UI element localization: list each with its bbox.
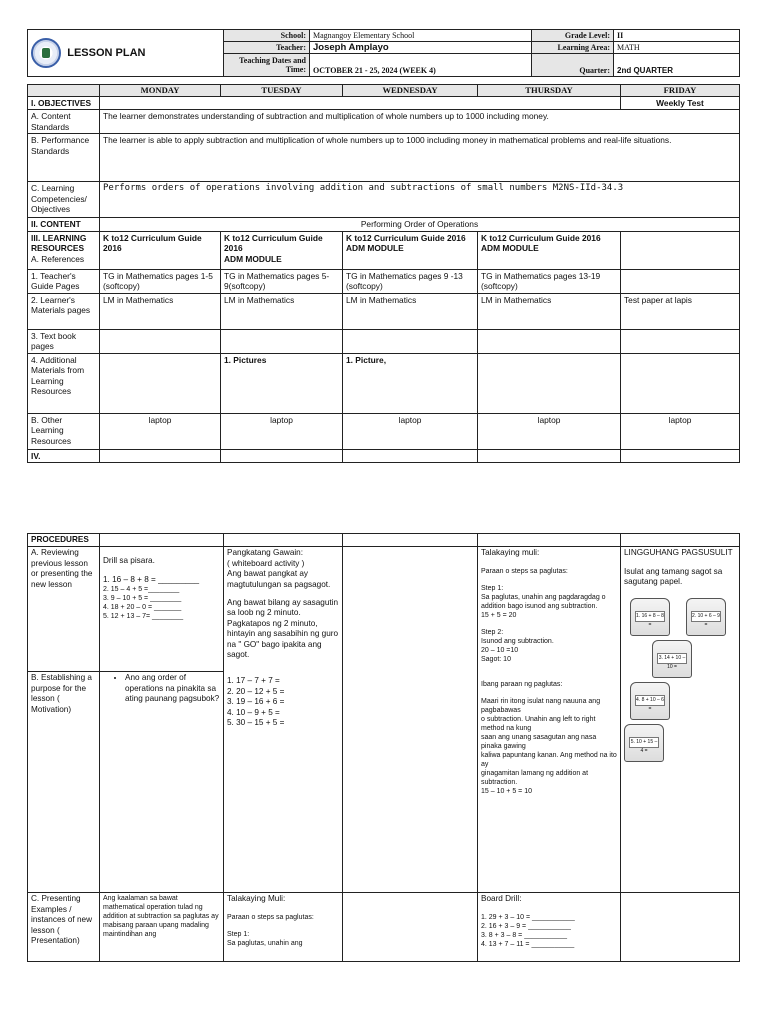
area-value: MATH xyxy=(614,42,740,54)
school-value: Magnangoy Elementary School xyxy=(310,30,532,42)
text-line: Sa paglutas, unahin ang xyxy=(227,939,303,947)
tg-wednesday: TG in Mathematics pages 9 -13 (softcopy) xyxy=(343,269,478,293)
school-label: School: xyxy=(224,30,310,42)
monday-motivation xyxy=(100,672,224,893)
establishing-label: B. Establishing a purpose for the lesson ( Motivation) xyxy=(28,672,100,893)
day-header: FRIDAY xyxy=(621,85,740,97)
text-line: 5. 30 – 15 + 5 = xyxy=(227,718,285,728)
procedures-table xyxy=(27,533,740,962)
teacher-value: Joseph Amplayo xyxy=(310,42,532,54)
section-iv-heading: IV. xyxy=(28,449,100,463)
content-standards-label: A. Content Standards xyxy=(28,110,100,134)
objectives-blank xyxy=(100,96,621,110)
dates-label: Teaching Dates and Time: xyxy=(224,54,310,77)
lm-tuesday: LM in Mathematics xyxy=(221,293,343,329)
presenting-label: C. Presenting Examples / instances of new lesson ( Presentation) xyxy=(28,893,100,962)
content-heading: II. CONTENT xyxy=(28,218,100,232)
text-line: o subtraction. Unahin ang left to right method na kung xyxy=(481,715,596,732)
drill-item: 4. 13 + 7 – 11 = ___________ xyxy=(481,940,575,948)
thursday-discussion xyxy=(478,547,621,893)
monday-presentation: Ang kaalaman sa bawat mathematical operation tulad ng addition at subtraction sa paglutas ay mabisang paraan upang madaling maintindihan ang xyxy=(100,893,224,962)
can-picture: 1. 16 + 8 – 8 = xyxy=(630,598,670,636)
day-header: MONDAY xyxy=(100,85,221,97)
motivation-question: • Ano ang order of operations na pinakita sa ating paunang pagsubok? xyxy=(125,673,220,704)
references-label: A. References xyxy=(31,253,85,264)
grade-value: II xyxy=(614,30,740,42)
test-item-pictures xyxy=(624,598,736,762)
drill-item: 3. 9 – 10 + 5 = ________ xyxy=(103,595,182,603)
wednesday-procedure xyxy=(343,547,478,893)
area-label: Learning Area: xyxy=(532,42,614,54)
weekly-test: Weekly Test xyxy=(621,96,740,110)
text-line: 4. 10 – 9 + 5 = xyxy=(227,707,280,717)
teacher-label: Teacher: xyxy=(224,42,310,54)
header-logo-cell xyxy=(28,30,224,77)
drill-item: 2. 15 – 4 + 5 =________ xyxy=(103,586,180,594)
content-value: Performing Order of Operations xyxy=(100,218,740,232)
grade-label: Grade Level: xyxy=(532,30,614,42)
text-line: kaliwa papuntang kanan. Ang method na ito ay xyxy=(481,751,617,768)
additional-label: 4. Additional Materials from Learning Resources xyxy=(28,353,100,413)
other-thursday: laptop xyxy=(478,413,621,449)
reference-wednesday: K to12 Curriculum Guide 2016 ADM MODULE xyxy=(343,231,478,269)
other-label: B. Other Learning Resources xyxy=(28,413,100,449)
drill-item: 5. 12 + 13 – 7= ________ xyxy=(103,613,184,621)
lm-label: 2. Learner's Materials pages xyxy=(28,293,100,329)
text-line: ginagamitan lamang ng addition at subtraction. xyxy=(481,769,589,786)
drill-item: 3. 8 + 3 – 8 = ___________ xyxy=(481,931,568,939)
text-line: Talakaying Muli: xyxy=(227,894,286,904)
tg-label: 1. Teacher's Guide Pages xyxy=(28,269,100,293)
additional-monday xyxy=(100,353,221,413)
wednesday-presentation xyxy=(343,893,478,962)
additional-thursday xyxy=(478,353,621,413)
corner-cell xyxy=(28,85,100,97)
thursday-board-drill xyxy=(478,893,621,962)
text-line: Isunod ang subtraction. xyxy=(481,637,554,645)
text-line: Ibang paraan ng paglutas: xyxy=(481,680,563,688)
drill-item: 2. 16 + 3 – 9 = ___________ xyxy=(481,922,571,930)
text-line: Paraan o steps sa paglutas: xyxy=(481,567,568,575)
drill-item: 4. 18 + 20 – 0 = _______ xyxy=(103,604,182,612)
text-line: 1. 17 – 7 + 7 = xyxy=(227,676,280,686)
text-line: Sa paglutas, unahin ang pagdaragdag o xyxy=(481,593,606,601)
resources-heading: III. LEARNING RESOURCES xyxy=(31,232,87,253)
tuesday-group-activity xyxy=(224,547,343,893)
reference-tuesday: K to12 Curriculum Guide 2016 ADM MODULE xyxy=(221,231,343,269)
lm-thursday: LM in Mathematics xyxy=(478,293,621,329)
text-line: Ang bawat bilang ay sasagutin sa loob ng 2 minuto. Pagkatapos ng 2 minuto, hintayin ang sasabihin ng guro na " GO" bago ipakita ang sagot. xyxy=(227,598,339,660)
text-line: 20 – 10 =10 xyxy=(481,646,519,654)
can-picture: 2. 10 + 6 – 9 = xyxy=(686,598,726,636)
tuesday-presentation xyxy=(224,893,343,962)
tg-tuesday: TG in Mathematics pages 5-9(softcopy) xyxy=(221,269,343,293)
content-standards: The learner demonstrates understanding of subtraction and multiplication of whole numbers up to 1000 including money. xyxy=(100,110,740,134)
text-line: 15 + 5 = 20 xyxy=(481,611,517,619)
other-tuesday: laptop xyxy=(221,413,343,449)
text-line: Step 1: xyxy=(227,930,250,938)
lesson-plan-title: LESSON PLAN xyxy=(67,46,146,59)
can-picture: 5. 10 + 15 – 4 = xyxy=(624,724,664,762)
text-line: Pangkatang Gawain: xyxy=(227,548,304,558)
drill-title: Drill sa pisara. xyxy=(103,556,155,566)
objectives-table xyxy=(27,84,740,463)
reference-friday xyxy=(621,231,740,269)
text-line: LINGGUHANG PAGSUSULIT xyxy=(624,548,733,558)
text-line: 2. 20 – 12 + 5 = xyxy=(227,686,285,696)
text-line: Step 2: xyxy=(481,628,504,636)
friday-weekly-test xyxy=(621,547,740,893)
text-line: Board Drill: xyxy=(481,894,522,904)
quarter-value: 2nd QUARTER xyxy=(614,54,740,77)
reviewing-label: A. Reviewing previous lesson or presenting the new lesson xyxy=(28,547,100,672)
procedures-heading: PROCEDURES xyxy=(28,534,100,547)
day-header: THURSDAY xyxy=(478,85,621,97)
lm-monday: LM in Mathematics xyxy=(100,293,221,329)
lm-wednesday: LM in Mathematics xyxy=(343,293,478,329)
text-line: 15 – 10 + 5 = 10 xyxy=(481,787,532,795)
dates-value: OCTOBER 21 - 25, 2024 (WEEK 4) xyxy=(310,54,532,77)
tg-monday: TG in Mathematics pages 1-5 (softcopy) xyxy=(100,269,221,293)
text-line: addition bago isunod ang subtraction. xyxy=(481,602,598,610)
drill-item: 1. 29 + 3 – 10 = ___________ xyxy=(481,913,575,921)
day-header: TUESDAY xyxy=(221,85,343,97)
text-line: Maari rin itong isulat nang nauuna ang pagbabawas xyxy=(481,697,601,714)
lm-friday: Test paper at lapis xyxy=(621,293,740,329)
performance-standards: The learner is able to apply subtraction and multiplication of whole numbers up to 1000 including money in mathematical problems and real-life situations. xyxy=(100,134,740,182)
text-line: Step 1: xyxy=(481,584,504,592)
text-line: Paraan o steps sa paglutas: xyxy=(227,913,314,921)
can-picture: 4. 8 + 10 – 6 = xyxy=(630,682,670,720)
quarter-label: Quarter: xyxy=(532,54,614,77)
competencies-label: C. Learning Competencies/ Objectives xyxy=(28,182,100,218)
other-friday: laptop xyxy=(621,413,740,449)
tg-thursday: TG in Mathematics pages 13-19 (softcopy) xyxy=(478,269,621,293)
additional-tuesday: 1. Pictures xyxy=(221,353,343,413)
resources-label-cell xyxy=(28,231,100,269)
monday-drill xyxy=(100,547,224,672)
performance-standards-label: B. Performance Standards xyxy=(28,134,100,182)
text-line: Isulat ang tamang sagot sa sagutang papel. xyxy=(624,566,723,587)
competencies: Performs orders of operations involving addition and subtractions of small numbers M2NS-IId-34.3 xyxy=(100,182,740,218)
textbook-label: 3. Text book pages xyxy=(28,329,100,353)
reference-thursday: K to12 Curriculum Guide 2016 ADM MODULE xyxy=(478,231,621,269)
additional-friday xyxy=(621,353,740,413)
text-line: 3. 19 – 16 + 6 = xyxy=(227,697,285,707)
text-line: ( whiteboard activity ) xyxy=(227,558,305,568)
text-line: Ang bawat pangkat ay magtutulungan sa pagsagot. xyxy=(227,569,331,589)
drill-item: 1. 16 – 8 + 8 = _________ xyxy=(103,574,200,584)
other-wednesday: laptop xyxy=(343,413,478,449)
additional-wednesday: 1. Picture, xyxy=(343,353,478,413)
can-picture: 3. 14 + 10 – 10 = xyxy=(652,640,692,678)
other-monday: laptop xyxy=(100,413,221,449)
reference-monday: K to12 Curriculum Guide 2016 xyxy=(100,231,221,269)
text-line: Sagot: 10 xyxy=(481,655,511,663)
friday-presentation xyxy=(621,893,740,962)
day-header: WEDNESDAY xyxy=(343,85,478,97)
deped-seal-logo xyxy=(31,38,61,68)
text-line: Talakaying muli: xyxy=(481,548,540,558)
text-line: saan ang unang sasagutan ang nasa pinaka gawing xyxy=(481,733,597,750)
objectives-heading: I. OBJECTIVES xyxy=(28,96,100,110)
tg-friday xyxy=(621,269,740,293)
header-table xyxy=(27,29,740,77)
